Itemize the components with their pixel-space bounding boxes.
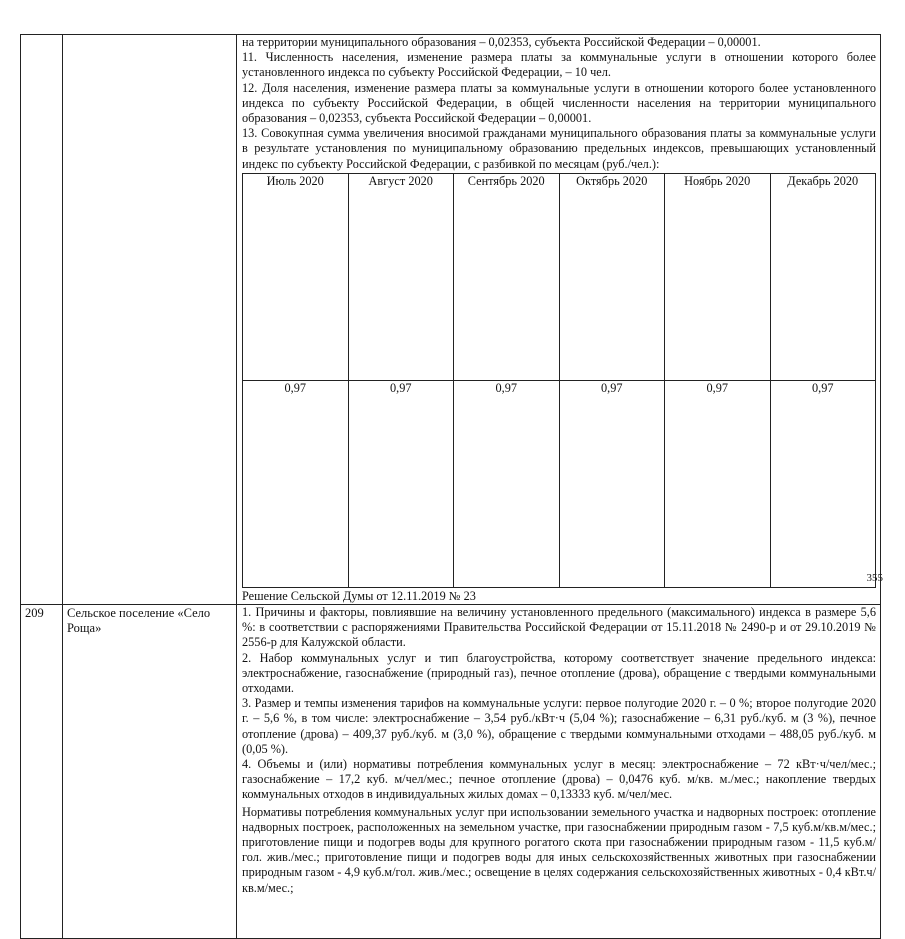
paragraph: 2. Набор коммунальных услуг и тип благоустройства, которому соответствует значение предельного индекса: электроснабжение, газоснабжение (природный газ), печное отопление (дрова), обращение с твердыми коммунальными отходами. xyxy=(242,650,876,696)
description-cell xyxy=(237,35,881,605)
month-value: 0,97 xyxy=(243,380,349,587)
paragraph: 13. Совокупная сумма увеличения вносимой гражданами муниципального образования платы за коммунальные услуги в результате установления по муниципальному образованию предельных индексов, превышающих установленный индекс по субъекту Российской Федерации, с разбивкой по месяцам (руб./чел.): xyxy=(242,126,876,171)
months-values-row xyxy=(243,380,876,587)
month-value: 0,97 xyxy=(559,380,665,587)
month-header: Август 2020 xyxy=(348,173,454,380)
month-header: Июль 2020 xyxy=(243,173,349,380)
paragraph: 4. Объемы и (или) нормативы потребления коммунальных услуг в месяц: электроснабжение – 72 кВт·ч/чел/мес.; газоснабжение – 17,2 куб. м/чел/мес.; печное отопление (дрова) – 0,0476 куб. м/кв. м./мес.; накопление твердых коммунальных отходов в индивидуальных жилых домах – 0,13333 куб. м/чел/мес. xyxy=(242,757,876,802)
month-header: Ноябрь 2020 xyxy=(665,173,771,380)
paragraph: на территории муниципального образования – 0,02353, субъекта Российской Федерации – 0,00001. xyxy=(242,35,761,49)
month-value: 0,97 xyxy=(665,380,771,587)
month-header: Декабрь 2020 xyxy=(770,173,876,380)
month-value: 0,97 xyxy=(770,380,876,587)
description-cell xyxy=(237,605,881,939)
month-header: Сентябрь 2020 xyxy=(454,173,560,380)
municipality-name-cell: Сельское поселение «Село Роща» xyxy=(63,605,237,939)
paragraph: 12. Доля населения, изменение размера платы за коммунальные услуги в отношении которого более установленного индекса по субъекту Российской Федерации, в общей численности населения на территории муниципального образования – 0,02353, субъекта Российской Федерации – 0,00001. xyxy=(242,80,876,126)
month-value: 0,97 xyxy=(348,380,454,587)
paragraph: 3. Размер и темпы изменения тарифов на коммунальные услуги: первое полугодие 2020 г. – 0 %; второе полугодие 2020 г. – 5,6 %, в том числе: электроснабжение – 3,54 руб./кВт·ч (5,04 %); газоснабжение – 6,31 руб./куб. м (3 %), печное отопление (дрова) – 409,37 руб./куб. м (3,0 %), обращение с твердыми коммунальными отходами – 488,05 руб./куб. м (0,05 %). xyxy=(242,696,876,756)
monthly-amounts-table xyxy=(242,173,876,588)
page-number: 355 xyxy=(866,572,883,584)
municipality-name-cell xyxy=(63,35,237,605)
month-value: 0,97 xyxy=(454,380,560,587)
paragraph: 1. Причины и факторы, повлиявшие на величину установленного предельного (максимального) индекса в размере 5,6 %: в соответствии с распоряжениями Правительства Российской Федерации от 15.11.2018 № 2490-р и от 29.10.2019 № 2556-р для Калужской области. xyxy=(242,605,876,650)
row-number-cell: 209 xyxy=(21,605,63,939)
month-header: Октябрь 2020 xyxy=(559,173,665,380)
months-header-row xyxy=(243,173,876,380)
row-number-cell xyxy=(21,35,63,605)
decision-reference: Решение Сельской Думы от 12.11.2019 № 23 xyxy=(242,588,476,603)
tariff-table xyxy=(20,34,881,939)
table-row-209 xyxy=(21,605,881,939)
table-row-continuation xyxy=(21,35,881,605)
paragraph: Нормативы потребления коммунальных услуг при использовании земельного участка и надворных построек: отопление надворных построек, расположенных на земельном участке, при газоснабжении природным газом - 7,5 куб.м/кв.м/мес.; приготовление пищи и подогрев воды для крупного рогатого скота при газоснабжении природным газом - 11,5 куб.м/гол. жив./мес.; приготовление пищи и подогрев воды для иных сельскохозяйственных животных при газоснабжении природным газом - 4,9 куб.м/гол. жив./мес.; освещение в целях содержания сельскохозяйственных животных - 0,4 кВт.ч/кв.м/мес.; xyxy=(242,804,876,895)
paragraph: 11. Численность населения, изменение размера платы за коммунальные услуги в отношении которого более установленного индекса по субъекту Российской Федерации, – 10 чел. xyxy=(242,50,876,80)
